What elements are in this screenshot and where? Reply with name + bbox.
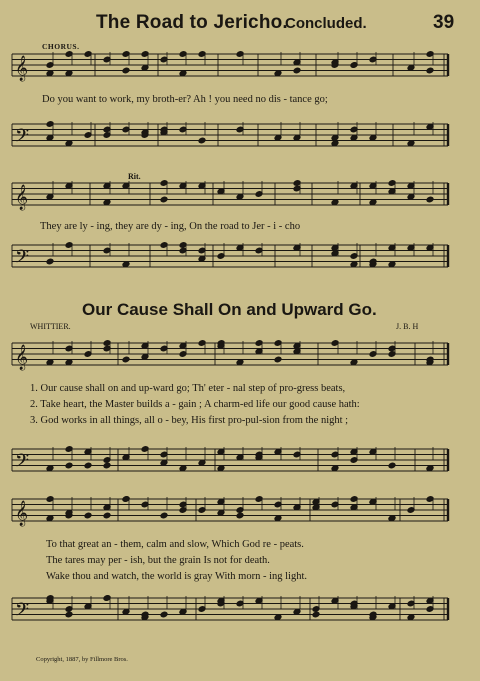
notehead — [236, 512, 244, 519]
rit-label: Rit. — [128, 172, 141, 181]
notehead — [46, 258, 54, 265]
notehead — [293, 67, 301, 74]
verse-1-line-a: 1. Our cause shall on and up-ward go; Th' eter - nal step of pro-gress beats, — [30, 383, 346, 394]
verse-3-line-a: 3. God works in all things, all o - bey, His first pro-pul-sion from the night ; — [30, 415, 349, 426]
notehead — [122, 356, 130, 363]
notehead — [426, 67, 434, 74]
author-credit: WHITTIER. — [30, 322, 71, 331]
notehead — [160, 512, 168, 519]
bass-clef: 𝄢 — [15, 600, 30, 625]
treble-clef: 𝄞 — [15, 185, 29, 210]
page-number: 39 — [433, 12, 455, 33]
notehead — [122, 67, 130, 74]
verse-3-line-b: Wake thou and watch, the world is gray With morn - ing light. — [46, 571, 307, 582]
notehead — [426, 196, 434, 203]
song-title: Our Cause Shall On and Upward Go. — [82, 300, 377, 319]
notehead — [65, 611, 73, 618]
composer-credit: J. B. H — [396, 322, 419, 331]
treble-clef: 𝄞 — [15, 501, 29, 526]
notehead — [198, 137, 206, 144]
lyric-line-2: They are ly - ing, they are dy - ing, On the road to Jer - i - cho — [40, 221, 301, 232]
treble-clef: 𝄞 — [15, 56, 29, 81]
page-title: The Road to Jericho. — [96, 12, 288, 33]
notehead — [103, 512, 111, 519]
bass-clef: 𝄢 — [15, 247, 30, 272]
notehead — [65, 462, 73, 469]
notehead — [103, 462, 111, 469]
treble-clef: 𝄞 — [15, 345, 29, 370]
verse-2-line-b: The tares may per - ish, but the grain Is not for death. — [46, 555, 270, 566]
notehead — [84, 462, 92, 469]
chorus-label: CHORUS. — [42, 42, 80, 51]
lyric-line-1: Do you want to work, my broth-er? Ah ! you need no dis - tance go; — [42, 94, 328, 105]
notehead — [160, 611, 168, 618]
notehead — [312, 611, 320, 618]
notehead — [160, 196, 168, 203]
bass-clef: 𝄢 — [15, 451, 30, 476]
copyright-notice: Copyright, 1887, by Fillmore Bros. — [36, 656, 128, 663]
notehead — [84, 512, 92, 519]
notehead — [274, 356, 282, 363]
concluded-label: Concluded. — [285, 15, 367, 32]
notehead — [388, 462, 396, 469]
bass-clef: 𝄢 — [15, 126, 30, 151]
verse-1-line-b: To that great an - them, calm and slow, Which God re - peats. — [46, 539, 304, 550]
verse-2-line-a: 2. Take heart, the Master builds a - gain ; A charm-ed life our good cause hath: — [30, 399, 360, 410]
